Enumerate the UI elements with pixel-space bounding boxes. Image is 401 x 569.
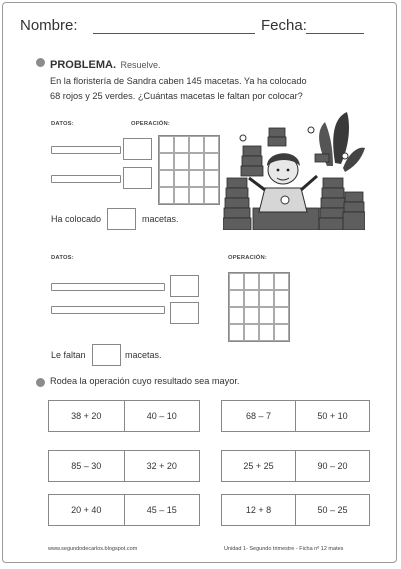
- datos-line-2b[interactable]: [51, 306, 165, 314]
- option-cell[interactable]: 85 – 30: [71, 461, 102, 471]
- problem-title: PROBLEMA.: [50, 59, 116, 71]
- worksheet-page: [2, 2, 397, 563]
- operation-grid-1[interactable]: [158, 135, 220, 205]
- bullet-icon: [36, 58, 45, 67]
- date-field[interactable]: [306, 33, 364, 34]
- answer-box-1[interactable]: [107, 208, 136, 230]
- operacion-label-2: OPERACIÓN:: [228, 255, 268, 261]
- datos-box-2b[interactable]: [170, 302, 199, 324]
- option-pair-left-2: [48, 450, 200, 482]
- datos-line-2a[interactable]: [51, 283, 165, 291]
- answer-box-2[interactable]: [92, 344, 121, 366]
- date-label: Fecha:: [261, 17, 307, 34]
- option-cell[interactable]: 50 – 25: [295, 495, 369, 525]
- operacion-label-1: OPERACIÓN:: [131, 121, 171, 127]
- option-cell[interactable]: 20 + 40: [71, 505, 102, 515]
- option-pair-right-3: [221, 494, 370, 526]
- datos-label-1: DATOS:: [51, 121, 74, 127]
- option-pair-right-1: [221, 400, 370, 432]
- option-pair-left-3: [48, 494, 200, 526]
- datos-box-1b[interactable]: [123, 167, 152, 189]
- option-cell[interactable]: 38 + 20: [71, 411, 102, 421]
- datos-box-2a[interactable]: [170, 275, 199, 297]
- option-cell[interactable]: 45 – 15: [124, 495, 200, 525]
- answer-prefix-2: Le faltan: [51, 350, 86, 360]
- option-pair-right-2: [221, 450, 370, 482]
- name-label: Nombre:: [20, 17, 78, 34]
- operation-grid-2[interactable]: [228, 272, 290, 342]
- option-cell[interactable]: 40 – 10: [124, 401, 200, 431]
- name-field[interactable]: [93, 33, 255, 34]
- option-cell[interactable]: 90 – 20: [295, 451, 369, 481]
- problem-heading: [50, 55, 160, 73]
- problem-subtitle: Resuelve.: [120, 60, 161, 70]
- datos-line-1b[interactable]: [51, 175, 121, 183]
- option-pair-left-1: [48, 400, 200, 432]
- answer-suffix-1: macetas.: [142, 214, 179, 224]
- footer-unit: Unidad 1- Segundo trimestre - Ficha nº 12 mates: [224, 546, 344, 552]
- datos-label-2: DATOS:: [51, 255, 74, 261]
- datos-box-1a[interactable]: [123, 138, 152, 160]
- datos-line-1a[interactable]: [51, 146, 121, 154]
- option-cell[interactable]: 32 + 20: [124, 451, 200, 481]
- answer-prefix-1: Ha colocado: [51, 214, 102, 224]
- florist-illustration: [223, 108, 365, 230]
- footer-url: www.segundodecarlos.blogspot.com: [48, 546, 138, 552]
- problem-text-line1: En la floristería de Sandra caben 145 macetas. Ya ha colocado: [50, 76, 307, 86]
- option-cell[interactable]: 12 + 8: [245, 505, 272, 515]
- option-cell[interactable]: 25 + 25: [243, 461, 274, 471]
- answer-suffix-2: macetas.: [125, 350, 162, 360]
- problem-text-line2: 68 rojos y 25 verdes. ¿Cuántas macetas le faltan por colocar?: [50, 91, 303, 101]
- bullet-icon: [36, 378, 45, 387]
- option-cell[interactable]: 68 – 7: [245, 411, 272, 421]
- option-cell[interactable]: 50 + 10: [295, 401, 369, 431]
- exercise2-instruction: Rodea la operación cuyo resultado sea mayor.: [50, 376, 240, 386]
